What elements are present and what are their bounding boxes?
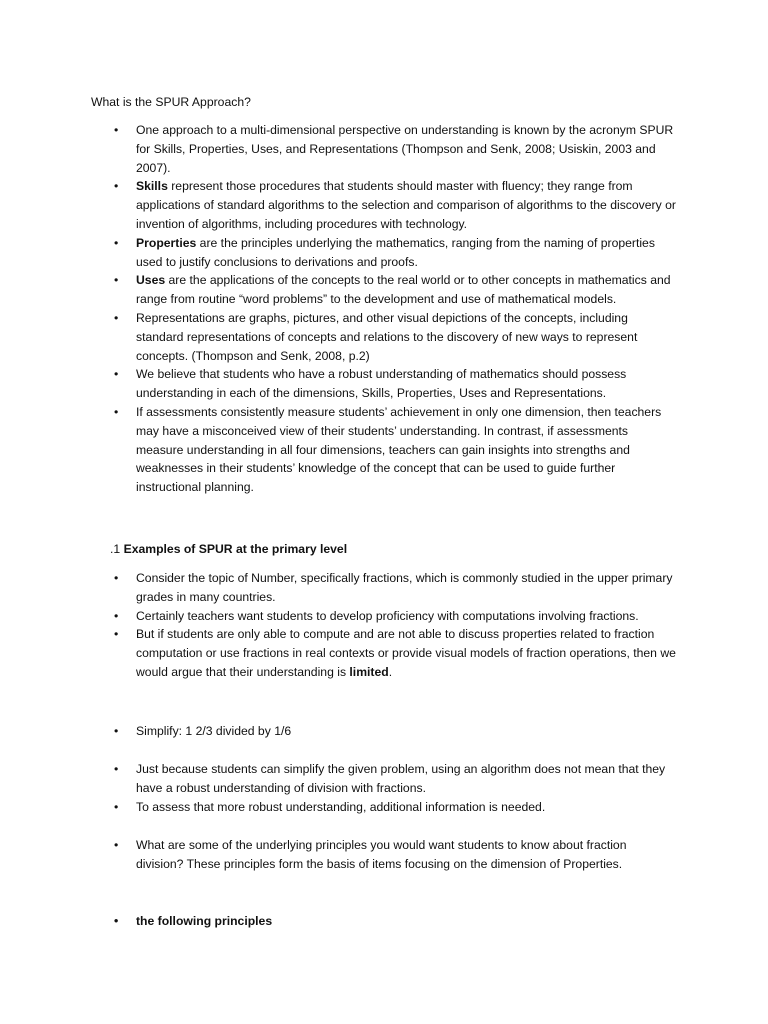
bullet-icon: • bbox=[114, 179, 119, 194]
primary-bullet-list bbox=[0, 569, 676, 682]
term-properties: Properties bbox=[136, 235, 197, 250]
list-item bbox=[0, 607, 676, 626]
bullet-icon: • bbox=[114, 273, 119, 288]
bullet-icon: • bbox=[114, 799, 119, 814]
bullet-icon: • bbox=[114, 404, 119, 419]
list-item bbox=[0, 722, 676, 741]
bullet-icon: • bbox=[114, 123, 119, 137]
list-item bbox=[0, 271, 676, 309]
bullet-icon: • bbox=[114, 310, 119, 325]
bullet-text: Consider the topic of Number, specifically fractions, which is commonly studied in the upper primary grades in many countries. bbox=[136, 571, 673, 604]
bullet-text: represent those procedures that students should master with fluency; they range from applications of standard algorithms to the selection and comparison of algorithms to the discovery or invention of algorithms, including procedures with technology. bbox=[136, 179, 676, 231]
bullet-text-end: . bbox=[388, 664, 393, 679]
bullet-icon: • bbox=[114, 608, 119, 623]
bullet-text: are the applications of the concepts to the real world or to other concepts in mathematics and range from routine “word problems” to the development and use of mathematical models. bbox=[136, 273, 671, 307]
following-principles-label: the following principles bbox=[136, 914, 273, 928]
list-item bbox=[0, 234, 676, 272]
bullet-icon: • bbox=[114, 367, 119, 382]
list-item bbox=[0, 365, 676, 403]
bullet-text: If assessments consistently measure students’ achievement in only one dimension, then teachers may have a misconceived view of their students’ understanding. In contrast, if assessments measure understanding in all four dimensions, teachers can gain insights into strengths and weaknesses in their students’ knowledge of the concept that can be used to guide further instructional planning. bbox=[136, 404, 662, 495]
bullet-text: Representations are graphs, pictures, and other visual depictions of the concepts, including standard representations of concepts and relations to the discovery of new ways to represent concepts. (Thompson and Senk, 2008, p.2) bbox=[136, 310, 638, 363]
term-uses: Uses bbox=[136, 273, 166, 288]
list-item bbox=[0, 569, 676, 607]
bullet-text: One approach to a multi-dimensional perspective on understanding is known by the acronym SPUR for Skills, Properties, Uses, and Representations (Thompson and Senk, 2008; Usiskin, 2003 and 2007). bbox=[136, 123, 674, 175]
bullet-text: Certainly teachers want students to develop proficiency with computations involving fractions. bbox=[136, 608, 639, 623]
list-item bbox=[0, 309, 676, 365]
bullet-icon: • bbox=[114, 571, 119, 585]
bullet-text: are the principles underlying the mathematics, ranging from the naming of properties used to justify conclusions to derivations and proofs. bbox=[136, 235, 655, 269]
bullet-icon: • bbox=[114, 914, 119, 928]
section-number: .1 bbox=[110, 542, 121, 556]
list-item bbox=[0, 403, 676, 497]
list-item bbox=[0, 121, 676, 177]
bullet-icon: • bbox=[114, 762, 119, 776]
simplify-bullet-list bbox=[0, 722, 676, 741]
bullet-text: Just because students can simplify the given problem, using an algorithm does not mean that they have a robust understanding of division with fractions. bbox=[136, 762, 666, 795]
bullet-text: But if students are only able to compute and are not able to discuss properties related to fraction computation or use fractions in real contexts or provide visual models of fraction operations, then we would argue that their understanding is bbox=[136, 627, 676, 679]
term-skills: Skills bbox=[136, 179, 168, 194]
bullet-text: We believe that students who have a robust understanding of mathematics should possess understanding in each of the dimensions, Skills, Properties, Uses and Representations. bbox=[136, 367, 627, 401]
bullet-text: To assess that more robust understanding, additional information is needed. bbox=[136, 799, 546, 814]
list-item bbox=[0, 177, 676, 233]
following-bullet-list bbox=[0, 912, 676, 931]
list-item bbox=[0, 912, 676, 931]
list-item bbox=[0, 760, 676, 798]
list-item bbox=[0, 798, 676, 817]
emphasis-limited: limited bbox=[349, 664, 389, 679]
bullet-icon: • bbox=[114, 235, 119, 250]
bullet-icon: • bbox=[114, 838, 119, 852]
section-title: Examples of SPUR at the primary level bbox=[123, 542, 348, 556]
bullet-text: Simplify: 1 2/3 divided by 1/6 bbox=[136, 724, 292, 738]
principles-bullet-list bbox=[0, 836, 676, 874]
bullet-icon: • bbox=[114, 724, 119, 738]
robust-bullet-list bbox=[0, 760, 676, 816]
page-title: What is the SPUR Approach? bbox=[91, 95, 251, 109]
bullet-text: What are some of the underlying principles you would want students to know about fraction division? These principles form the basis of items focusing on the dimension of Properties. bbox=[136, 838, 627, 871]
list-item bbox=[0, 625, 676, 681]
section-heading bbox=[110, 540, 347, 559]
bullet-icon: • bbox=[114, 627, 119, 642]
intro-bullet-list bbox=[0, 121, 676, 497]
list-item bbox=[0, 836, 676, 874]
